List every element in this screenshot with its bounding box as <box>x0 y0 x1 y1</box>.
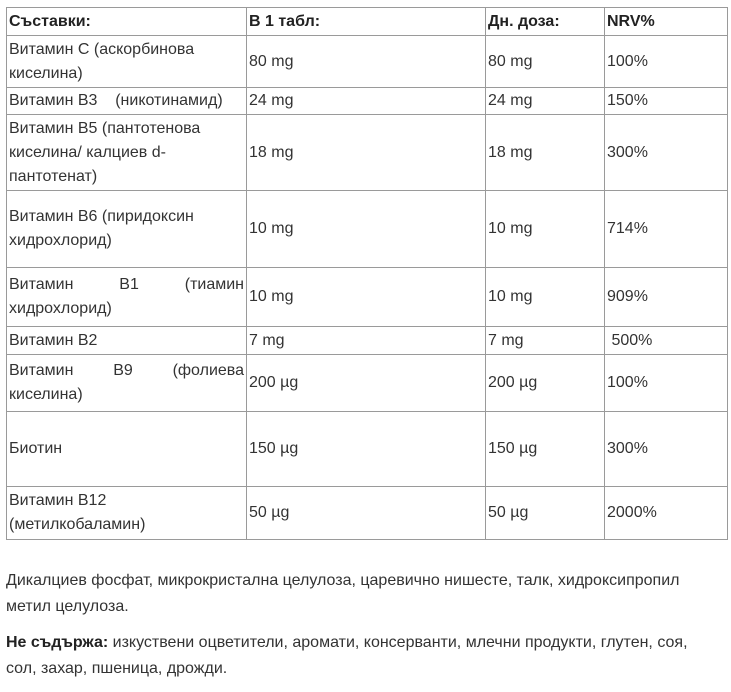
per-tablet-value: 200 µg <box>247 355 486 412</box>
table-row <box>7 412 728 487</box>
ingredient-name: Витамин B5 (пантотенова киселина/ калциев d-пантотенат) <box>7 115 247 191</box>
ingredients-section <box>6 7 727 540</box>
daily-dose-value: 18 mg <box>486 115 605 191</box>
header-nrv: NRV% <box>605 8 728 36</box>
nrv-value: 100% <box>605 36 728 88</box>
daily-dose-value: 200 µg <box>486 355 605 412</box>
per-tablet-value: 7 mg <box>247 327 486 355</box>
nrv-value: 300% <box>605 412 728 487</box>
free-from-paragraph <box>6 630 721 682</box>
nrv-value: 300% <box>605 115 728 191</box>
ingredient-name: Витамин B9 (фолиева киселина) <box>7 355 247 412</box>
table-row <box>7 487 728 540</box>
free-from-label: Не съдържа: <box>6 634 109 651</box>
per-tablet-value: 80 mg <box>247 36 486 88</box>
ingredient-name: Витамин C (аскорбинова киселина) <box>7 36 247 88</box>
ingredients-table <box>6 7 728 540</box>
nrv-value: 150% <box>605 88 728 115</box>
per-tablet-value: 150 µg <box>247 412 486 487</box>
ingredient-name: Витамин B1 (тиамин хидрохлорид) <box>7 268 247 327</box>
daily-dose-value: 10 mg <box>486 191 605 268</box>
nrv-value: 2000% <box>605 487 728 540</box>
per-tablet-value: 10 mg <box>247 268 486 327</box>
table-row <box>7 268 728 327</box>
table-row <box>7 191 728 268</box>
daily-dose-value: 7 mg <box>486 327 605 355</box>
nrv-value: 714% <box>605 191 728 268</box>
ingredient-name: Биотин <box>7 412 247 487</box>
other-ingredients-text: Дикалциев фосфат, микрокристална целулоза, царевично нишесте, талк, хидроксипропил метил целулоза. <box>6 572 680 615</box>
per-tablet-value: 50 µg <box>247 487 486 540</box>
header-daily-dose: Дн. доза: <box>486 8 605 36</box>
table-row <box>7 355 728 412</box>
ingredient-name: Витамин B2 <box>7 327 247 355</box>
nrv-value: 909% <box>605 268 728 327</box>
per-tablet-value: 24 mg <box>247 88 486 115</box>
nrv-value: 100% <box>605 355 728 412</box>
daily-dose-value: 10 mg <box>486 268 605 327</box>
daily-dose-value: 150 µg <box>486 412 605 487</box>
table-header-row <box>7 8 728 36</box>
table-row <box>7 88 728 115</box>
header-ingredients: Съставки: <box>7 8 247 36</box>
per-tablet-value: 10 mg <box>247 191 486 268</box>
ingredient-name: Витамин B3 (никотинамид) <box>7 88 247 115</box>
header-per-tablet: В 1 табл: <box>247 8 486 36</box>
notes-section <box>6 568 721 692</box>
table-row <box>7 36 728 88</box>
free-from-text: изкуствени оцветители, аромати, консерванти, млечни продукти, глутен, соя, сол, захар, пшеница, дрожди. <box>6 634 688 677</box>
daily-dose-value: 80 mg <box>486 36 605 88</box>
table-row <box>7 115 728 191</box>
table-row <box>7 327 728 355</box>
ingredient-name: Витамин B6 (пиридоксин хидрохлорид) <box>7 191 247 268</box>
per-tablet-value: 18 mg <box>247 115 486 191</box>
ingredient-name: Витамин B12 (метилкобаламин) <box>7 487 247 540</box>
daily-dose-value: 24 mg <box>486 88 605 115</box>
daily-dose-value: 50 µg <box>486 487 605 540</box>
nrv-value: 500% <box>605 327 728 355</box>
